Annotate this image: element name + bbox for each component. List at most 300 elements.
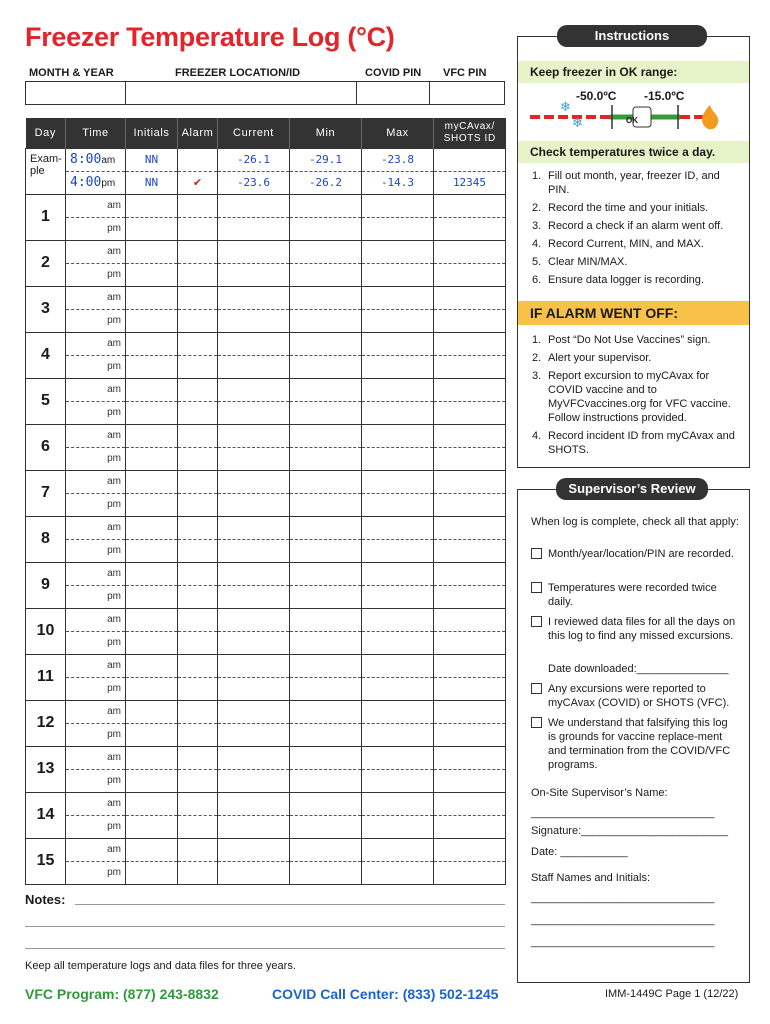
time-am-cell[interactable]: am	[66, 792, 126, 815]
log-cell[interactable]	[218, 263, 290, 286]
list-number: 1.	[532, 170, 542, 182]
log-cell[interactable]	[178, 401, 218, 424]
log-cell[interactable]	[362, 309, 434, 332]
log-cell[interactable]	[290, 654, 362, 677]
log-cell[interactable]	[126, 286, 178, 309]
day-number: 8	[26, 516, 66, 562]
day-row-am	[26, 838, 506, 861]
log-cell[interactable]	[126, 516, 178, 539]
log-cell[interactable]	[290, 286, 362, 309]
log-cell[interactable]	[126, 792, 178, 815]
log-cell[interactable]	[218, 700, 290, 723]
log-cell[interactable]	[218, 838, 290, 861]
ampm-label: pm	[101, 178, 116, 189]
alarm-title: IF ALARM WENT OFF:	[518, 301, 749, 325]
example-time-am	[66, 148, 126, 171]
log-cell[interactable]	[218, 194, 290, 217]
log-cell[interactable]	[218, 746, 290, 769]
review-checkbox[interactable]	[531, 683, 542, 694]
log-cell[interactable]	[362, 263, 434, 286]
log-cell[interactable]	[362, 815, 434, 838]
log-cell[interactable]	[178, 447, 218, 470]
day-row-am	[26, 746, 506, 769]
log-cell[interactable]	[290, 700, 362, 723]
time-am-cell[interactable]: am	[66, 240, 126, 263]
log-cell[interactable]	[178, 792, 218, 815]
log-cell[interactable]	[218, 447, 290, 470]
log-cell[interactable]	[362, 838, 434, 861]
list-number: 1.	[532, 334, 542, 346]
time-pm-cell[interactable]: pm	[66, 631, 126, 654]
log-cell[interactable]	[290, 539, 362, 562]
day-row-pm	[26, 539, 506, 562]
date-downloaded-field[interactable]: Date downloaded:_______________	[548, 663, 729, 675]
time-am-cell[interactable]: am	[66, 838, 126, 861]
log-cell[interactable]	[178, 815, 218, 838]
example-max: -14.3	[362, 171, 434, 194]
log-cell[interactable]	[362, 746, 434, 769]
covid-pin-field[interactable]	[357, 82, 431, 104]
log-cell[interactable]	[362, 631, 434, 654]
log-cell[interactable]	[290, 217, 362, 240]
log-cell[interactable]	[126, 447, 178, 470]
log-cell[interactable]	[434, 769, 506, 792]
time-am-cell[interactable]: am	[66, 194, 126, 217]
log-cell[interactable]	[362, 447, 434, 470]
log-cell[interactable]	[178, 516, 218, 539]
log-cell[interactable]	[126, 838, 178, 861]
log-cell[interactable]	[290, 815, 362, 838]
log-cell[interactable]	[434, 332, 506, 355]
log-cell[interactable]	[362, 286, 434, 309]
log-cell[interactable]	[434, 631, 506, 654]
log-cell[interactable]	[362, 401, 434, 424]
day-number: 14	[26, 792, 66, 838]
log-cell[interactable]	[290, 631, 362, 654]
list-text: Record a check if an alarm went off.	[548, 220, 724, 232]
col-id: myCAvax/ SHOTS ID	[434, 118, 506, 148]
list-item	[532, 201, 742, 215]
log-cell[interactable]	[126, 608, 178, 631]
log-cell[interactable]	[218, 332, 290, 355]
log-cell[interactable]	[126, 378, 178, 401]
range-high: -15.0ºC	[644, 89, 685, 103]
log-cell[interactable]	[362, 723, 434, 746]
log-cell[interactable]	[434, 654, 506, 677]
log-cell[interactable]	[434, 493, 506, 516]
day-number: 4	[26, 332, 66, 378]
time-pm-cell[interactable]: pm	[66, 263, 126, 286]
log-cell[interactable]	[290, 240, 362, 263]
time-am-cell[interactable]: am	[66, 654, 126, 677]
log-cell[interactable]	[178, 194, 218, 217]
log-cell[interactable]	[434, 746, 506, 769]
log-cell[interactable]	[218, 769, 290, 792]
list-text: Record Current, MIN, and MAX.	[548, 238, 704, 250]
day-row-pm	[26, 217, 506, 240]
list-item	[532, 351, 742, 365]
log-cell[interactable]	[218, 631, 290, 654]
alarm-steps	[532, 333, 742, 461]
log-cell[interactable]	[290, 263, 362, 286]
log-cell[interactable]	[178, 217, 218, 240]
log-cell[interactable]	[290, 723, 362, 746]
list-text: Post “Do Not Use Vaccines” sign.	[548, 334, 711, 346]
log-cell[interactable]	[290, 332, 362, 355]
log-cell[interactable]	[218, 470, 290, 493]
time-pm-cell[interactable]: pm	[66, 401, 126, 424]
review-check-label: I reviewed data files for all the days on this log to find any missed excursions.	[548, 616, 736, 642]
log-cell[interactable]	[126, 562, 178, 585]
time-am-cell[interactable]: am	[66, 562, 126, 585]
list-text: Fill out month, year, freezer ID, and PIN.	[548, 170, 720, 196]
example-time-pm	[66, 171, 126, 194]
log-cell[interactable]	[362, 516, 434, 539]
notes-line[interactable]	[25, 926, 505, 927]
log-cell[interactable]	[218, 217, 290, 240]
ampm-label: am	[101, 155, 116, 166]
log-cell[interactable]	[434, 217, 506, 240]
time-am-cell[interactable]: am	[66, 516, 126, 539]
log-cell[interactable]	[218, 562, 290, 585]
log-cell[interactable]	[290, 355, 362, 378]
instructions-panel	[517, 36, 750, 468]
log-cell[interactable]	[362, 861, 434, 884]
day-number: 7	[26, 470, 66, 516]
log-cell[interactable]	[362, 700, 434, 723]
day-number: 13	[26, 746, 66, 792]
log-cell[interactable]	[434, 539, 506, 562]
log-cell[interactable]	[362, 424, 434, 447]
col-min: Min	[290, 118, 362, 148]
log-cell[interactable]	[362, 654, 434, 677]
log-cell[interactable]	[290, 447, 362, 470]
time-pm-cell[interactable]: pm	[66, 355, 126, 378]
log-cell[interactable]	[434, 516, 506, 539]
log-cell[interactable]	[434, 677, 506, 700]
log-cell[interactable]	[218, 240, 290, 263]
time-am-cell[interactable]: am	[66, 470, 126, 493]
log-cell[interactable]	[126, 746, 178, 769]
day-row-pm	[26, 355, 506, 378]
log-cell[interactable]	[290, 516, 362, 539]
log-cell[interactable]	[362, 493, 434, 516]
list-text: Clear MIN/MAX.	[548, 256, 628, 268]
log-cell[interactable]	[290, 378, 362, 401]
log-cell[interactable]	[218, 401, 290, 424]
list-number: 3.	[532, 370, 542, 382]
time-am-cell[interactable]: am	[66, 746, 126, 769]
time-pm-cell[interactable]: pm	[66, 493, 126, 516]
day-row-am	[26, 700, 506, 723]
log-cell[interactable]	[290, 470, 362, 493]
time-pm-cell[interactable]: pm	[66, 585, 126, 608]
log-cell[interactable]	[178, 608, 218, 631]
log-cell[interactable]	[218, 861, 290, 884]
time-am-cell[interactable]: am	[66, 378, 126, 401]
log-cell[interactable]	[362, 608, 434, 631]
time-pm-cell[interactable]: pm	[66, 769, 126, 792]
log-cell[interactable]	[178, 286, 218, 309]
month-year-field[interactable]	[26, 82, 126, 104]
time-pm-cell[interactable]: pm	[66, 217, 126, 240]
log-cell[interactable]	[434, 401, 506, 424]
time-am-cell[interactable]: am	[66, 700, 126, 723]
log-cell[interactable]	[434, 608, 506, 631]
log-cell[interactable]	[178, 240, 218, 263]
log-cell[interactable]	[178, 470, 218, 493]
log-cell[interactable]	[126, 355, 178, 378]
log-cell[interactable]	[126, 539, 178, 562]
time-am-cell[interactable]: am	[66, 332, 126, 355]
covid-pin-label: COVID PIN	[365, 67, 422, 79]
log-cell[interactable]	[126, 493, 178, 516]
log-cell[interactable]	[434, 194, 506, 217]
review-check-item	[531, 615, 737, 643]
log-cell[interactable]	[126, 401, 178, 424]
log-cell[interactable]	[362, 562, 434, 585]
log-cell[interactable]	[434, 562, 506, 585]
review-check-item	[531, 581, 737, 609]
col-current: Current	[218, 118, 290, 148]
day-row-am	[26, 516, 506, 539]
day-number: 1	[26, 194, 66, 240]
log-cell[interactable]	[434, 470, 506, 493]
log-cell[interactable]	[290, 746, 362, 769]
log-cell[interactable]	[434, 240, 506, 263]
log-cell[interactable]	[126, 769, 178, 792]
log-cell[interactable]	[362, 217, 434, 240]
log-cell[interactable]	[178, 309, 218, 332]
log-cell[interactable]	[434, 792, 506, 815]
log-cell[interactable]	[218, 677, 290, 700]
log-cell[interactable]	[126, 240, 178, 263]
staff-names-line[interactable]: ______________________________	[531, 892, 715, 904]
staff-names-line[interactable]: ______________________________	[531, 914, 715, 926]
time-pm-cell[interactable]: pm	[66, 861, 126, 884]
log-cell[interactable]	[290, 309, 362, 332]
log-cell[interactable]	[178, 493, 218, 516]
log-cell[interactable]	[434, 723, 506, 746]
log-cell[interactable]	[218, 286, 290, 309]
log-cell[interactable]	[434, 286, 506, 309]
log-cell[interactable]	[178, 769, 218, 792]
log-cell[interactable]	[178, 677, 218, 700]
log-cell[interactable]	[362, 585, 434, 608]
log-cell[interactable]	[126, 585, 178, 608]
log-cell[interactable]	[178, 654, 218, 677]
log-cell[interactable]	[178, 631, 218, 654]
log-cell[interactable]	[362, 240, 434, 263]
log-cell[interactable]	[126, 470, 178, 493]
log-cell[interactable]	[126, 700, 178, 723]
list-item	[532, 237, 742, 251]
log-cell[interactable]	[126, 677, 178, 700]
day-row-pm	[26, 631, 506, 654]
log-cell[interactable]	[178, 723, 218, 746]
list-number: 2.	[532, 352, 542, 364]
log-cell[interactable]	[290, 861, 362, 884]
retention-note: Keep all temperature logs and data files for three years.	[25, 960, 296, 972]
notes-label: Notes:	[25, 892, 66, 907]
list-number: 4.	[532, 238, 542, 250]
log-cell[interactable]	[126, 194, 178, 217]
log-cell[interactable]	[126, 654, 178, 677]
example-label: Exam- ple	[26, 148, 66, 194]
log-cell[interactable]	[218, 815, 290, 838]
log-cell[interactable]	[126, 217, 178, 240]
list-item	[532, 333, 742, 347]
log-cell[interactable]	[178, 700, 218, 723]
log-cell[interactable]	[218, 654, 290, 677]
log-cell[interactable]	[362, 194, 434, 217]
log-cell[interactable]	[218, 539, 290, 562]
time-am-cell[interactable]: am	[66, 286, 126, 309]
time-pm-cell[interactable]: pm	[66, 723, 126, 746]
log-cell[interactable]	[362, 792, 434, 815]
review-check-item	[531, 716, 737, 772]
svg-text:❄: ❄	[560, 100, 571, 115]
log-cell[interactable]	[290, 401, 362, 424]
log-cell[interactable]	[178, 562, 218, 585]
log-cell[interactable]	[290, 608, 362, 631]
list-text: Record the time and your initials.	[548, 202, 709, 214]
example-min: -29.1	[290, 148, 362, 171]
log-cell[interactable]	[218, 493, 290, 516]
log-cell[interactable]	[434, 309, 506, 332]
log-cell[interactable]	[290, 562, 362, 585]
log-cell[interactable]	[178, 378, 218, 401]
log-cell[interactable]	[126, 309, 178, 332]
log-cell[interactable]	[218, 516, 290, 539]
log-cell[interactable]	[434, 378, 506, 401]
log-cell[interactable]	[434, 447, 506, 470]
time-pm-cell[interactable]: pm	[66, 815, 126, 838]
list-text: Ensure data logger is recording.	[548, 274, 704, 286]
day-row-am	[26, 332, 506, 355]
log-cell[interactable]	[218, 585, 290, 608]
log-cell[interactable]	[362, 769, 434, 792]
list-text: Alert your supervisor.	[548, 352, 652, 364]
time-am-cell[interactable]: am	[66, 424, 126, 447]
log-cell[interactable]	[218, 355, 290, 378]
notes-line[interactable]	[75, 904, 505, 905]
header-fields	[25, 81, 505, 105]
log-cell[interactable]	[362, 378, 434, 401]
log-cell[interactable]	[434, 424, 506, 447]
log-cell[interactable]	[178, 332, 218, 355]
log-cell[interactable]	[178, 355, 218, 378]
log-cell[interactable]	[178, 861, 218, 884]
example-time-value: 4:00	[70, 175, 102, 190]
log-cell[interactable]	[434, 700, 506, 723]
day-row-pm	[26, 263, 506, 286]
log-cell[interactable]	[126, 424, 178, 447]
example-initials: NN	[126, 171, 178, 194]
log-cell[interactable]	[178, 838, 218, 861]
log-cell[interactable]	[178, 746, 218, 769]
form-id: IMM-1449C Page 1 (12/22)	[605, 988, 739, 1000]
vfc-pin-field[interactable]	[430, 82, 504, 104]
log-cell[interactable]	[362, 355, 434, 378]
log-cell[interactable]	[362, 677, 434, 700]
log-cell[interactable]	[126, 723, 178, 746]
log-cell[interactable]	[362, 539, 434, 562]
log-cell[interactable]	[218, 792, 290, 815]
log-cell[interactable]	[178, 585, 218, 608]
header-labels	[25, 67, 505, 81]
supervisor-name-label: On-Site Supervisor’s Name:	[531, 787, 668, 799]
log-cell[interactable]	[218, 309, 290, 332]
log-cell[interactable]	[126, 861, 178, 884]
log-cell[interactable]	[434, 263, 506, 286]
log-cell[interactable]	[218, 723, 290, 746]
log-cell[interactable]	[434, 838, 506, 861]
time-am-cell[interactable]: am	[66, 608, 126, 631]
list-text: Record incident ID from myCAvax and SHOTS.	[548, 430, 735, 456]
example-current: -23.6	[218, 171, 290, 194]
log-cell[interactable]	[290, 838, 362, 861]
log-cell[interactable]	[290, 585, 362, 608]
log-cell[interactable]	[218, 424, 290, 447]
day-number: 15	[26, 838, 66, 884]
example-row-am	[26, 148, 506, 171]
log-cell[interactable]	[290, 424, 362, 447]
log-cell[interactable]	[434, 861, 506, 884]
time-pm-cell[interactable]: pm	[66, 539, 126, 562]
log-cell[interactable]	[434, 355, 506, 378]
review-checkbox[interactable]	[531, 548, 542, 559]
signature-field[interactable]: Signature:________________________	[531, 825, 728, 837]
log-cell[interactable]	[290, 194, 362, 217]
freezer-location-field[interactable]	[126, 82, 357, 104]
log-cell[interactable]	[126, 815, 178, 838]
log-cell[interactable]	[290, 792, 362, 815]
freezer-location-label: FREEZER LOCATION/ID	[175, 67, 301, 79]
log-cell[interactable]	[178, 424, 218, 447]
time-pm-cell[interactable]: pm	[66, 447, 126, 470]
notes-line[interactable]	[25, 948, 505, 949]
review-checkbox[interactable]	[531, 616, 542, 627]
log-cell[interactable]	[178, 539, 218, 562]
day-row-pm	[26, 585, 506, 608]
log-cell[interactable]	[126, 631, 178, 654]
log-cell[interactable]	[178, 263, 218, 286]
time-pm-cell[interactable]: pm	[66, 309, 126, 332]
log-cell[interactable]	[434, 815, 506, 838]
col-time: Time	[66, 118, 126, 148]
list-item	[532, 219, 742, 233]
log-cell[interactable]	[218, 378, 290, 401]
log-cell[interactable]	[290, 677, 362, 700]
log-cell[interactable]	[290, 769, 362, 792]
log-cell[interactable]	[290, 493, 362, 516]
list-text: Report excursion to myCAvax for COVID vaccine and to MyVFCvaccines.org for VFC vaccine. Follow instructions provided.	[548, 370, 731, 424]
review-checkbox[interactable]	[531, 717, 542, 728]
time-pm-cell[interactable]: pm	[66, 677, 126, 700]
supervisor-name-field[interactable]: ______________________________	[531, 807, 715, 819]
log-cell[interactable]	[218, 608, 290, 631]
log-cell[interactable]	[434, 585, 506, 608]
date-field[interactable]: Date: ___________	[531, 846, 628, 858]
log-cell[interactable]	[126, 332, 178, 355]
day-number: 9	[26, 562, 66, 608]
review-checkbox[interactable]	[531, 582, 542, 593]
log-cell[interactable]	[126, 263, 178, 286]
log-cell[interactable]	[362, 332, 434, 355]
staff-names-line[interactable]: ______________________________	[531, 936, 715, 948]
log-cell[interactable]	[362, 470, 434, 493]
